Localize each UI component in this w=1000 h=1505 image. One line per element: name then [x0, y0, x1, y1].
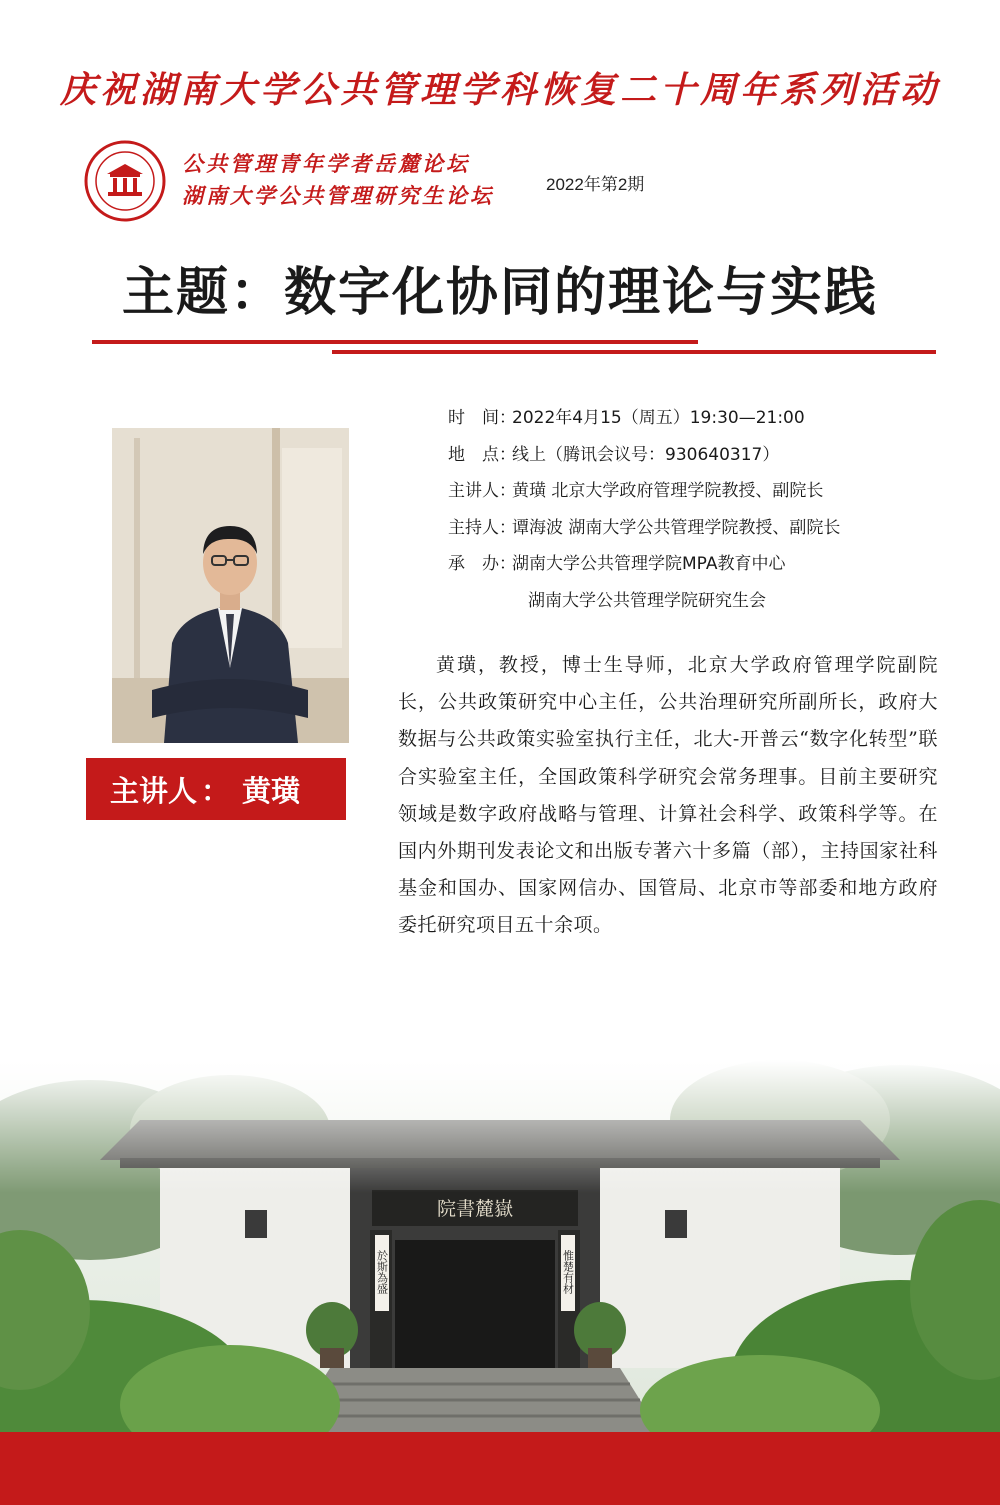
detail-organizer-value: 湖南大学公共管理学院MPA教育中心 [512, 554, 786, 574]
detail-place-label: 地 点： [448, 444, 516, 465]
detail-speaker-value: 黄璜 北京大学政府管理学院教授、副院长 [512, 481, 824, 501]
event-details [448, 404, 840, 623]
detail-organizer-2: 湖南大学公共管理学院研究生会 [528, 590, 766, 611]
issue-number: 2022年第2期 [546, 175, 645, 194]
detail-host [448, 514, 840, 551]
forum-line-2: 湖南大学公共管理研究生论坛 [182, 183, 494, 208]
university-emblem-icon [84, 140, 166, 222]
event-banner: 庆祝湖南大学公共管理学科恢复二十周年系列活动 [59, 69, 940, 111]
academy-gate-image [0, 1060, 1000, 1440]
bottom-red-band [0, 1432, 1000, 1505]
detail-time-value: 2022年4月15（周五）19:30—21:00 [512, 408, 805, 428]
detail-organizer-label: 承 办： [448, 554, 516, 574]
detail-place-value: 线上（腾讯会议号：930640317） [512, 444, 780, 465]
detail-organizer [448, 550, 840, 587]
detail-speaker-label: 主讲人： [448, 481, 516, 501]
speaker-bio: 黄璜，教授，博士生导师，北京大学政府管理学院副院长，公共政策研究中心主任，公共治理研究所副所长，政府大数据与公共政策实验室执行主任，北大-开普云“数字化转型”联合实验室主任，全国政策科学研究会常务理事。目前主要研究领域是数字政府战略与管理、计算社会科学、政策科学等。在国内外期刊发表论文和出版专著六十多篇（部），主持国家社科基金和国办、国家网信办、国管局、北京市等部委和地方政府委托研究项目五十余项。 [398, 654, 938, 937]
detail-host-value: 谭海波 湖南大学公共管理学院教授、副院长 [512, 517, 841, 538]
forum-line-1: 公共管理青年学者岳麓论坛 [182, 151, 470, 176]
speaker-bar-name: 黄璜 [242, 773, 301, 808]
speaker-bar-colon: ： [201, 773, 231, 808]
forum-names [182, 148, 494, 212]
detail-speaker [448, 477, 840, 514]
page-title: 主题：数字化协同的理论与实践 [121, 262, 878, 323]
speaker-name-bar [86, 758, 346, 820]
divider-line-lower [332, 350, 936, 354]
detail-place [448, 441, 840, 478]
speaker-photo [112, 428, 349, 743]
detail-host-label: 主持人： [448, 517, 516, 538]
detail-time [448, 404, 840, 441]
speaker-bar-label: 主讲人 [110, 773, 198, 808]
detail-time-label: 时 间： [448, 408, 516, 428]
divider-line-upper [92, 340, 698, 344]
